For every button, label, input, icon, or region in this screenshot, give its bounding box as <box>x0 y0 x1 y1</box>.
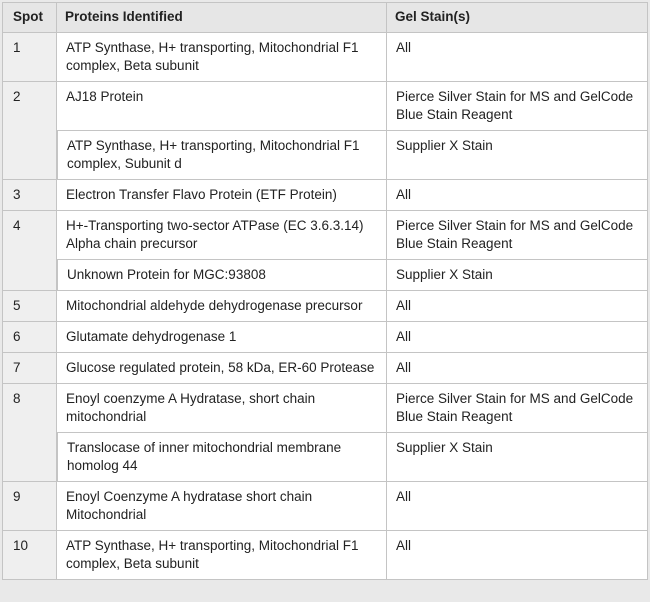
protein-cell: Glucose regulated protein, 58 kDa, ER-60 Protease <box>57 353 387 384</box>
table-row <box>2 433 648 482</box>
spot-cell: 8 <box>2 384 57 482</box>
table-row <box>2 82 648 131</box>
stain-cell: Supplier X Stain <box>387 131 648 180</box>
stain-cell: All <box>387 353 648 384</box>
stain-cell: All <box>387 322 648 353</box>
stain-cell: All <box>387 531 648 580</box>
protein-cell: Translocase of inner mitochondrial membrane homolog 44 <box>57 433 387 482</box>
spot-cell: 3 <box>2 180 57 211</box>
protein-cell: Electron Transfer Flavo Protein (ETF Protein) <box>57 180 387 211</box>
stain-cell: Supplier X Stain <box>387 260 648 291</box>
protein-cell: ATP Synthase, H+ transporting, Mitochondrial F1 complex, Beta subunit <box>57 531 387 580</box>
spot-cell: 6 <box>2 322 57 353</box>
protein-cell: Glutamate dehydrogenase 1 <box>57 322 387 353</box>
protein-cell: ATP Synthase, H+ transporting, Mitochondrial F1 complex, Beta subunit <box>57 33 387 82</box>
protein-cell: H+-Transporting two-sector ATPase (EC 3.6.3.14) Alpha chain precursor <box>57 211 387 260</box>
protein-cell: Unknown Protein for MGC:93808 <box>57 260 387 291</box>
protein-cell: Mitochondrial aldehyde dehydrogenase precursor <box>57 291 387 322</box>
stain-cell: Pierce Silver Stain for MS and GelCode Blue Stain Reagent <box>387 384 648 433</box>
spot-cell: 9 <box>2 482 57 531</box>
table-row <box>2 180 648 211</box>
protein-cell: AJ18 Protein <box>57 82 387 131</box>
stain-cell: All <box>387 291 648 322</box>
table-row <box>2 260 648 291</box>
table-body <box>2 33 648 580</box>
protein-table <box>2 2 648 580</box>
table-row <box>2 482 648 531</box>
stain-cell: All <box>387 180 648 211</box>
table-row <box>2 384 648 433</box>
table-row <box>2 211 648 260</box>
spot-cell: 4 <box>2 211 57 291</box>
table-row <box>2 322 648 353</box>
protein-cell: Enoyl Coenzyme A hydratase short chain Mitochondrial <box>57 482 387 531</box>
table-row <box>2 291 648 322</box>
protein-cell: Enoyl coenzyme A Hydratase, short chain mitochondrial <box>57 384 387 433</box>
stain-cell: All <box>387 33 648 82</box>
spot-cell: 5 <box>2 291 57 322</box>
table-row <box>2 131 648 180</box>
header-spot: Spot <box>2 2 57 33</box>
spot-cell: 7 <box>2 353 57 384</box>
header-row <box>2 2 648 33</box>
stain-cell: Pierce Silver Stain for MS and GelCode Blue Stain Reagent <box>387 82 648 131</box>
spot-cell: 1 <box>2 33 57 82</box>
stain-cell: All <box>387 482 648 531</box>
header-stains: Gel Stain(s) <box>387 2 648 33</box>
table-row <box>2 531 648 580</box>
table-row <box>2 353 648 384</box>
spot-cell: 10 <box>2 531 57 580</box>
stain-cell: Pierce Silver Stain for MS and GelCode Blue Stain Reagent <box>387 211 648 260</box>
header-proteins: Proteins Identified <box>57 2 387 33</box>
table-row <box>2 33 648 82</box>
spot-cell: 2 <box>2 82 57 180</box>
protein-cell: ATP Synthase, H+ transporting, Mitochondrial F1 complex, Subunit d <box>57 131 387 180</box>
stain-cell: Supplier X Stain <box>387 433 648 482</box>
